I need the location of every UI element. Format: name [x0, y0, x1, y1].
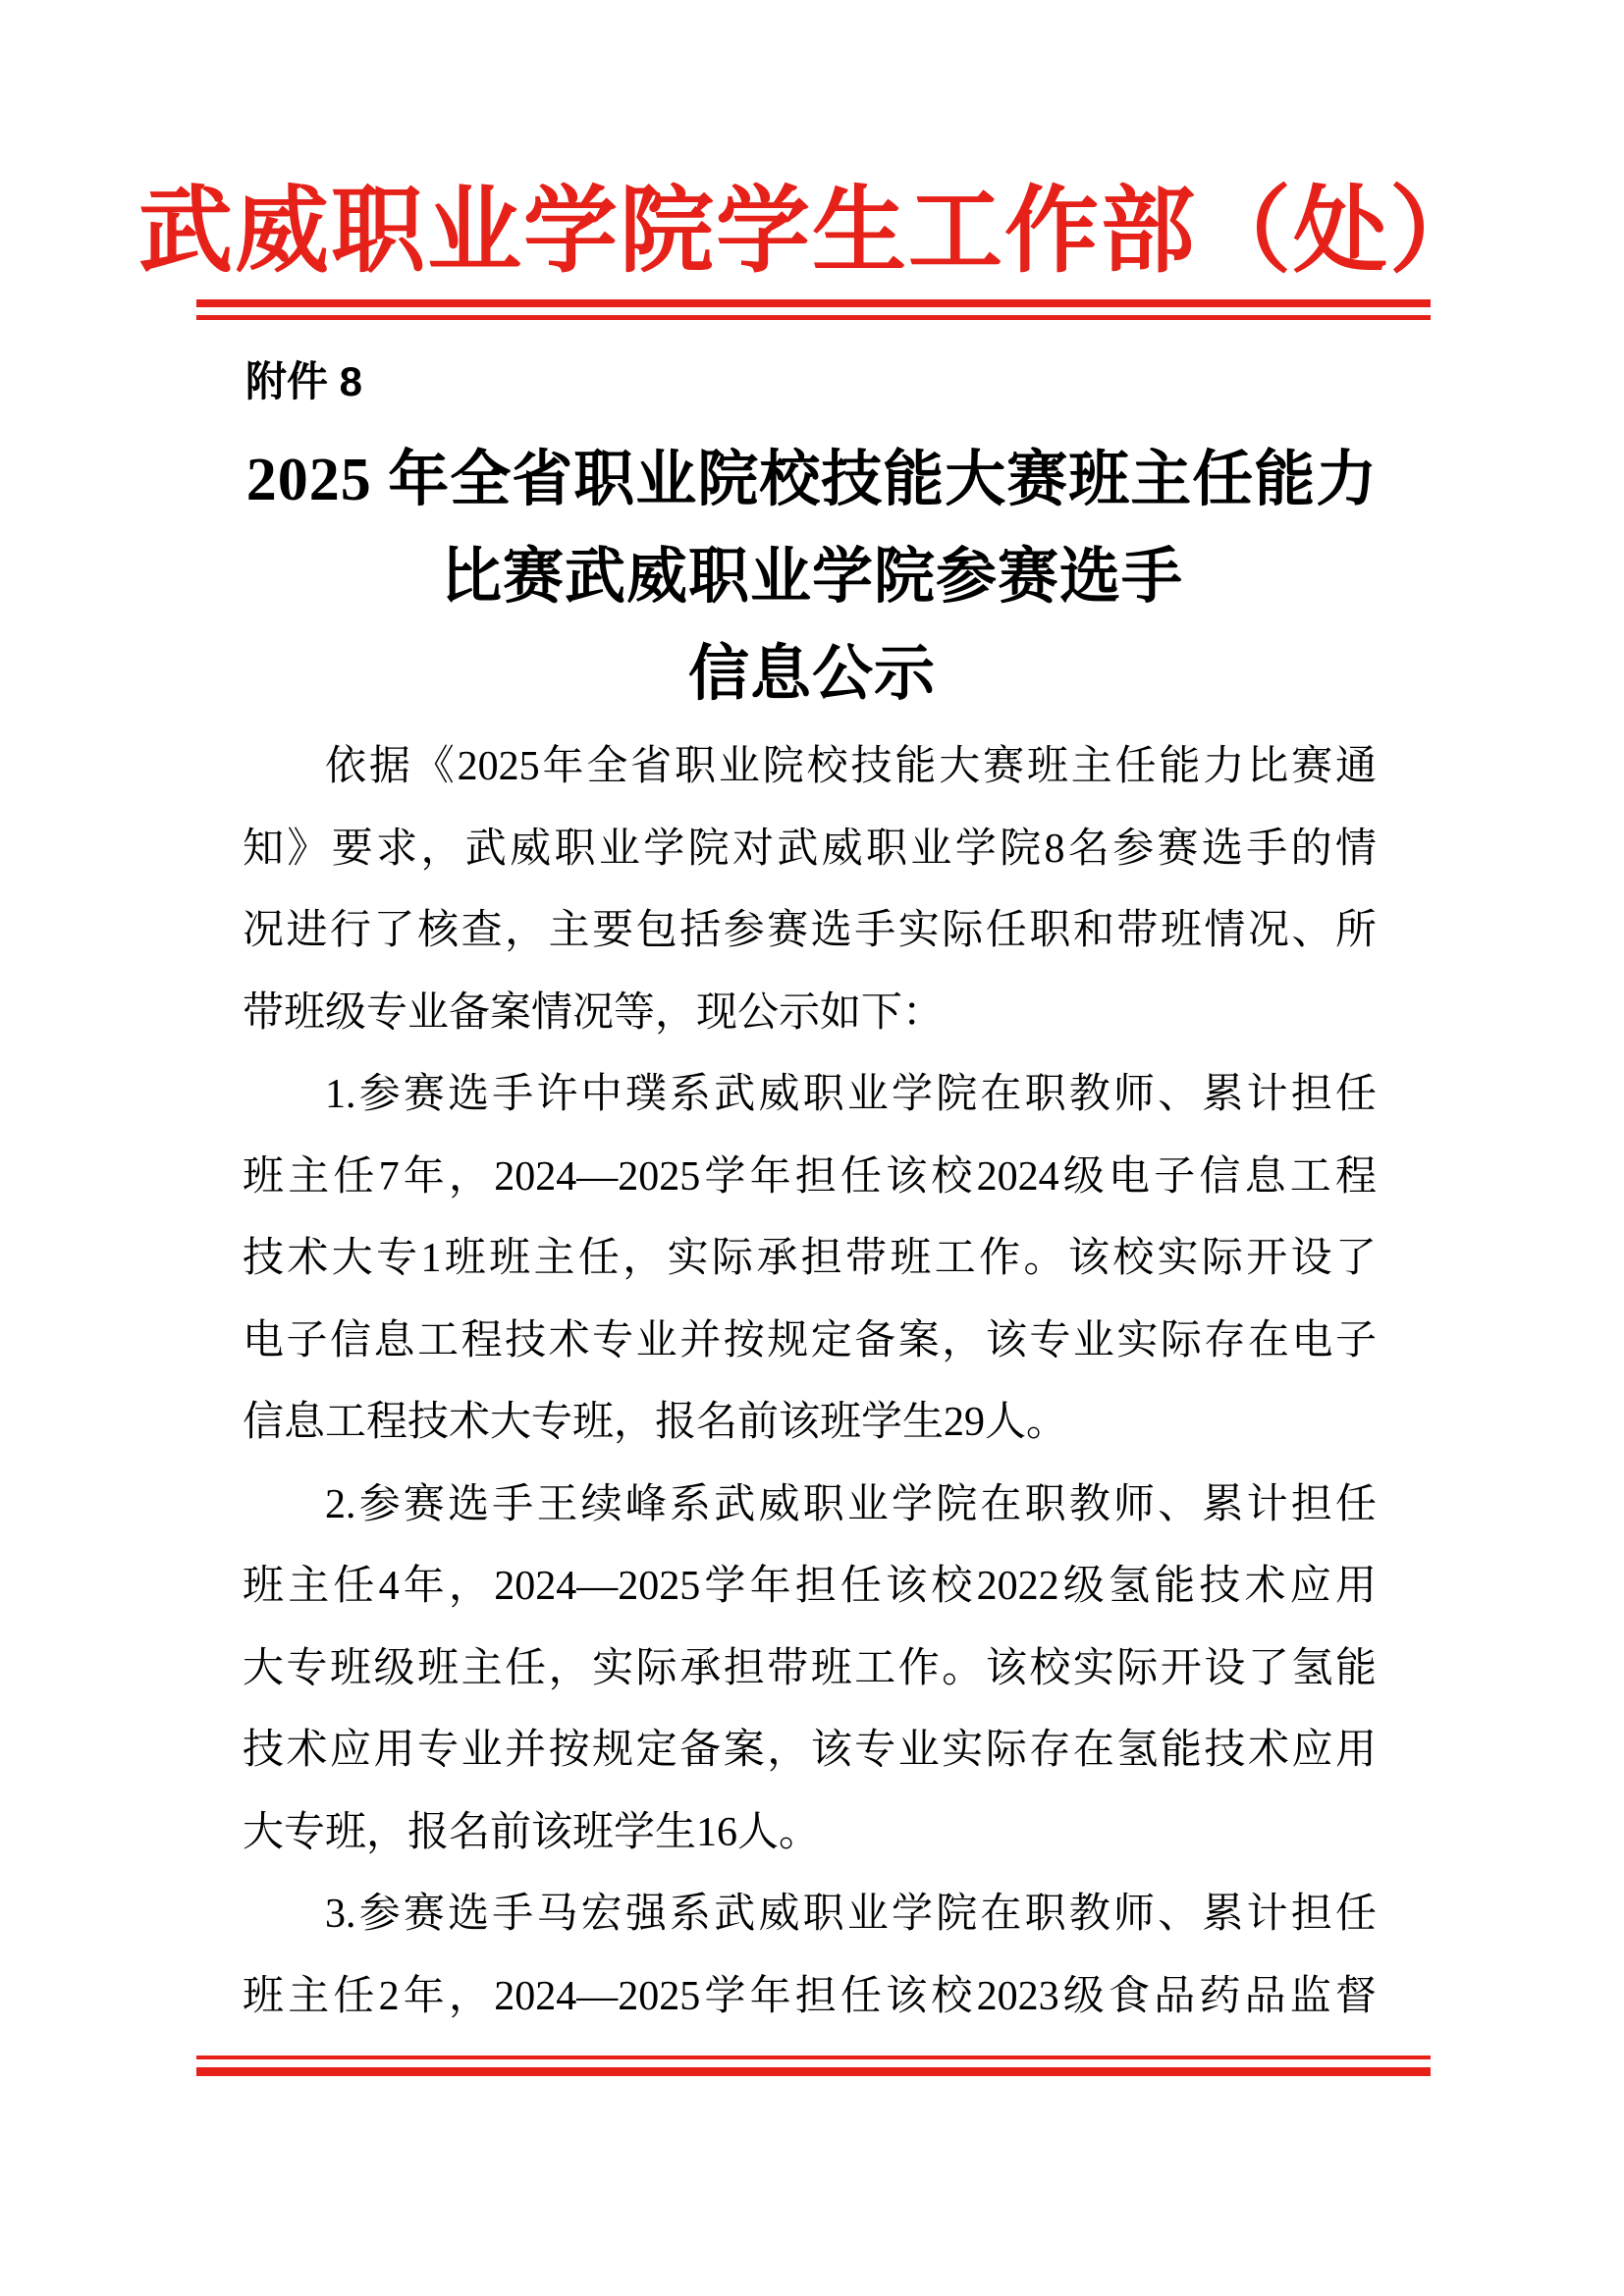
- document-title-line-2: 比赛武威职业学院参赛选手: [440, 544, 1183, 611]
- body-line: 电子信息工程技术专业并按规定备案，该专业实际存在电子: [243, 1317, 1377, 1363]
- body-line: 大专班，报名前该班学生16人。: [243, 1809, 821, 1855]
- body-line: 技术大专1班班主任，实际承担带班工作。该校实际开设了: [243, 1236, 1377, 1281]
- letterhead-title: 武威职业学院学生工作部（处）: [138, 179, 1486, 284]
- document-title-line-3: 信息公示: [687, 641, 936, 708]
- body-line: 班主任4年，2024—2025学年担任该校2022级氢能技术应用: [243, 1564, 1377, 1609]
- body-line: 3.参赛选手马宏强系武威职业学院在职教师、累计担任: [325, 1892, 1377, 1937]
- document-body: [243, 726, 1377, 2038]
- body-line: 大专班级班主任，实际承担带班工作。该校实际开设了氢能: [243, 1645, 1377, 1691]
- paragraph: [243, 1874, 1377, 2038]
- header-rule-thin: [196, 315, 1431, 320]
- document-title-line-1: 2025 年全省职业院校技能大赛班主任能力: [245, 447, 1379, 513]
- body-line: 班主任2年，2024—2025学年担任该校2023级食品药品监督: [243, 1973, 1377, 2019]
- body-line: 1.参赛选手许中璞系武威职业学院在职教师、累计担任: [325, 1072, 1377, 1117]
- paragraph: [243, 1465, 1377, 1875]
- body-line: 知》要求，武威职业学院对武威职业学院8名参赛选手的情: [243, 826, 1377, 872]
- body-line: 信息工程技术大专班，报名前该班学生29人。: [243, 1400, 1068, 1445]
- body-line: 2.参赛选手王续峰系武威职业学院在职教师、累计担任: [325, 1481, 1377, 1527]
- footer-rule-thick: [196, 2067, 1431, 2076]
- document-title: [125, 432, 1499, 723]
- body-line: 班主任7年，2024—2025学年担任该校2024级电子信息工程: [243, 1153, 1377, 1200]
- header-rule-thick: [196, 299, 1431, 307]
- body-line: 带班级专业备案情况等，现公示如下：: [243, 989, 945, 1036]
- paragraph: [243, 1054, 1377, 1465]
- body-line: 依据《2025年全省职业院校技能大赛班主任能力比赛通: [325, 744, 1377, 789]
- body-line: 况进行了核查，主要包括参赛选手实际任职和带班情况、所: [243, 908, 1377, 953]
- attachment-label: 附件 8: [245, 358, 363, 404]
- paragraph: [243, 726, 1377, 1054]
- body-line: 技术应用专业并按规定备案，该专业实际存在氢能技术应用: [243, 1728, 1377, 1773]
- footer-rule-thin: [196, 2056, 1431, 2059]
